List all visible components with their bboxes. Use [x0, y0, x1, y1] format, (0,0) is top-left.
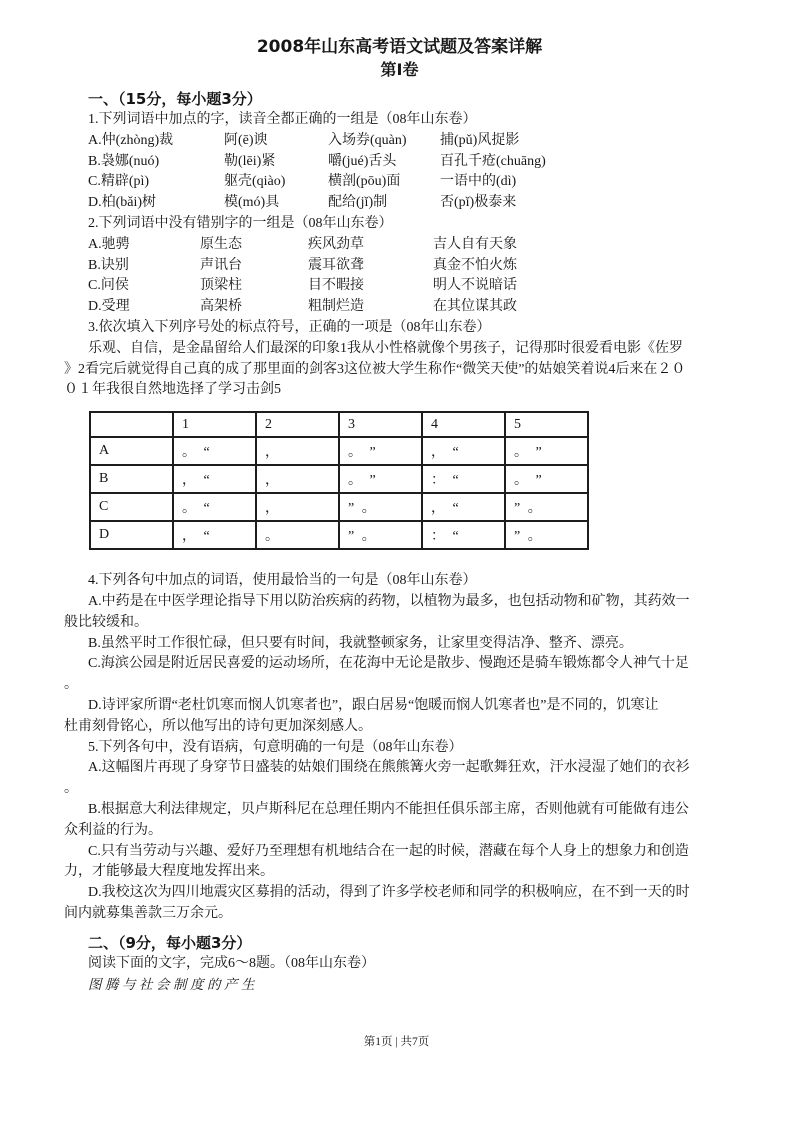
- page-number: 第1页 | 共7页: [363, 1036, 430, 1048]
- q1-option-c-c3: 横剖(pōu)面: [328, 174, 401, 190]
- q1-stem: 1.下列词语中加点的字，读音全都正确的一组是（08年山东卷）: [88, 112, 477, 127]
- table-row-d: [90, 521, 588, 549]
- table-row-b: [90, 465, 588, 493]
- q2-option-c-c2: 顶梁柱: [200, 278, 242, 294]
- q1-option-d-c4: 否(pǐ)极泰来: [440, 195, 517, 211]
- q4-option-line: D.诗评家所谓“老杜饥寒而悯人饥寒者也”，跟白居易“饱暖而悯人饥寒者也”是不同的，饥寒让: [88, 697, 659, 713]
- table-cell: ” 。: [339, 521, 422, 549]
- q5-option-line: D.我校这次为四川地震灾区募捐的活动，得到了许多学校老师和同学的积极响应，在不到一天的时: [88, 885, 690, 901]
- table-cell: 。 ”: [339, 465, 422, 493]
- volume-label: 第Ⅰ卷: [380, 60, 419, 79]
- q1-option-b-c4: 百孔千疮(chuāng): [440, 153, 546, 169]
- essay-title: 图腾与社会制度的产生: [88, 976, 258, 992]
- table-cell: ， “: [422, 493, 505, 521]
- q2-option-row-d: [64, 297, 735, 318]
- q2-option-row-c: [64, 276, 735, 297]
- table-cell: ： “: [422, 465, 505, 493]
- q2-option-d-c3: 粗制烂造: [308, 299, 364, 315]
- q1-option-b-c2: 勒(lēi)紧: [224, 153, 276, 169]
- q1-option-d-c1: D.柏(bǎi)树: [88, 195, 157, 211]
- q2-option-c-c1: C.问侯: [88, 278, 129, 294]
- q5-option-line: B.根据意大利法律规定，贝卢斯科尼在总理任期内不能担任俱乐部主席，否则他就有可能做有违公: [88, 801, 689, 817]
- q2-option-d-c1: D.受理: [88, 299, 130, 315]
- q2-option-a-c3: 疾风劲草: [308, 236, 364, 252]
- q2-option-d-c2: 高架桥: [200, 299, 242, 315]
- q5-option-line: 间内就募集善款三万余元。: [64, 905, 232, 921]
- q4-option-line: 。: [64, 677, 78, 693]
- q1-option-row-c: [64, 172, 735, 193]
- table-row-label: B: [90, 465, 173, 493]
- q2-option-c-c3: 目不暇接: [308, 278, 364, 294]
- table-cell: 。 “: [173, 493, 256, 521]
- q2-option-b-c3: 震耳欲聋: [308, 257, 364, 273]
- q2-option-row-b: [64, 256, 735, 277]
- q4-option-line: C.海滨公园是附近居民喜爱的运动场所，在花海中无论是散步、慢跑还是骑车锻炼都令人神气十足: [88, 656, 689, 672]
- table-cell: ， “: [173, 465, 256, 493]
- q2-option-a-c4: 吉人自有天象: [433, 236, 517, 252]
- q5-option-line: 众利益的行为。: [64, 822, 162, 838]
- table-cell: 。 “: [173, 437, 256, 465]
- q1-option-a-c1: A.仲(zhòng)裁: [88, 132, 174, 148]
- q4-stem: 4.下列各句中加点的词语，使用最恰当的一句是（08年山东卷）: [88, 573, 477, 589]
- punctuation-table-header-row: [90, 412, 588, 437]
- table-row-label: C: [90, 493, 173, 521]
- q2-option-a-c1: A.驰骋: [88, 236, 130, 252]
- q1-option-a-c4: 捕(pǔ)风捉影: [440, 132, 520, 148]
- q1-option-row-a: [64, 131, 735, 152]
- q1-option-d-c2: 模(mó)具: [224, 195, 280, 211]
- q5-stem: 5.下列各句中，没有语病，句意明确的一句是（08年山东卷）: [88, 739, 463, 755]
- table-cell: ， “: [422, 437, 505, 465]
- table-header-cell: 4: [422, 412, 505, 437]
- table-row-label: D: [90, 521, 173, 549]
- table-cell: ： “: [422, 521, 505, 549]
- table-header-cell: 2: [256, 412, 339, 437]
- q3-stem: 3.依次填入下列序号处的标点符号，正确的一项是（08年山东卷）: [88, 319, 491, 335]
- table-header-cell: 5: [505, 412, 588, 437]
- table-cell: 。: [256, 521, 339, 549]
- q1-option-row-b: [64, 152, 735, 173]
- table-row-c: [90, 493, 588, 521]
- q4-option-line: 般比较缓和。: [64, 614, 148, 630]
- q2-option-a-c2: 原生态: [200, 236, 242, 252]
- q3-passage-line: 乐观、自信，是金晶留给人们最深的印象1我从小性格就像个男孩子，记得那时很爱看电影《佐罗: [88, 340, 683, 356]
- table-cell: ” 。: [505, 493, 588, 521]
- q1-option-c-c1: C.精辟(pì): [88, 174, 150, 190]
- table-cell: 。 ”: [505, 465, 588, 493]
- q5-option-line: C.只有当劳动与兴趣、爱好乃至理想有机地结合在一起的时候，潜藏在每个人身上的想象力和创造: [88, 843, 689, 859]
- doc-title: 2008年山东高考语文试题及答案详解: [256, 37, 543, 57]
- table-row-a: [90, 437, 588, 465]
- q2-stem: 2.下列词语中没有错别字的一组是（08年山东卷）: [88, 215, 393, 231]
- section-one-heading: 一、（15分，每小题3分）: [88, 90, 262, 108]
- table-header-cell: 3: [339, 412, 422, 437]
- q4-option-line: A.中药是在中医学理论指导下用以防治疾病的药物，以植物为最多，也包括动物和矿物，其药效一: [88, 593, 690, 609]
- q1-option-a-c2: 阿(ē)谀: [224, 132, 268, 148]
- q1-option-d-c3: 配给(jǐ)制: [328, 195, 388, 211]
- section-two-heading: 二、（9分，每小题3分）: [88, 933, 252, 952]
- q2-option-row-a: [64, 235, 735, 256]
- punctuation-table: [89, 411, 589, 550]
- table-cell: ” 。: [505, 521, 588, 549]
- q4-option-line: B.虽然平时工作很忙碌，但只要有时间，我就整顿家务，让家里变得洁净、整齐、漂亮。: [88, 635, 633, 651]
- q5-option-line: 力，才能够最大程度地发挥出来。: [64, 864, 274, 880]
- q1-option-c-c2: 躯壳(qiào): [224, 174, 286, 190]
- table-cell: 。 ”: [505, 437, 588, 465]
- q5-option-line: A.这幅图片再现了身穿节日盛装的姑娘们围绕在熊熊篝火旁一起歌舞狂欢，汗水浸湿了她们的衣衫: [88, 760, 690, 776]
- table-cell: ， “: [173, 521, 256, 549]
- table-cell: ，: [256, 465, 339, 493]
- table-row-label: A: [90, 437, 173, 465]
- reading-intro: 阅读下面的文字，完成6～8题。（08年山东卷）: [88, 955, 375, 971]
- q2-option-b-c1: B.诀别: [88, 257, 129, 273]
- q4-option-line: 杜甫刻骨铭心，所以他写出的诗句更加深刻感人。: [64, 718, 372, 734]
- table-cell: ” 。: [339, 493, 422, 521]
- q1-option-b-c3: 嚼(jué)舌头: [328, 153, 397, 169]
- q1-option-a-c3: 入场券(quàn): [328, 132, 407, 148]
- q3-passage-line: ０１年我很自然地选择了学习击剑5: [64, 382, 281, 398]
- q2-option-b-c2: 声讯台: [200, 257, 242, 273]
- q1-option-b-c1: B.袅娜(nuó): [88, 153, 160, 169]
- q2-option-c-c4: 明人不说暗话: [433, 278, 517, 294]
- q2-option-d-c4: 在其位谋其政: [433, 299, 517, 315]
- table-header-cell: [90, 412, 173, 437]
- q1-option-row-d: [64, 193, 735, 214]
- table-cell: ，: [256, 493, 339, 521]
- table-cell: ，: [256, 437, 339, 465]
- table-header-cell: 1: [173, 412, 256, 437]
- q5-option-line: 。: [64, 781, 78, 797]
- table-cell: 。 ”: [339, 437, 422, 465]
- q2-option-b-c4: 真金不怕火炼: [433, 257, 517, 273]
- q1-option-c-c4: 一语中的(dì): [440, 174, 517, 190]
- q3-passage-line: 》2看完后就觉得自己真的成了那里面的剑客3这位被大学生称作“微笑天使”的姑娘笑着说4后来在２０: [64, 361, 686, 377]
